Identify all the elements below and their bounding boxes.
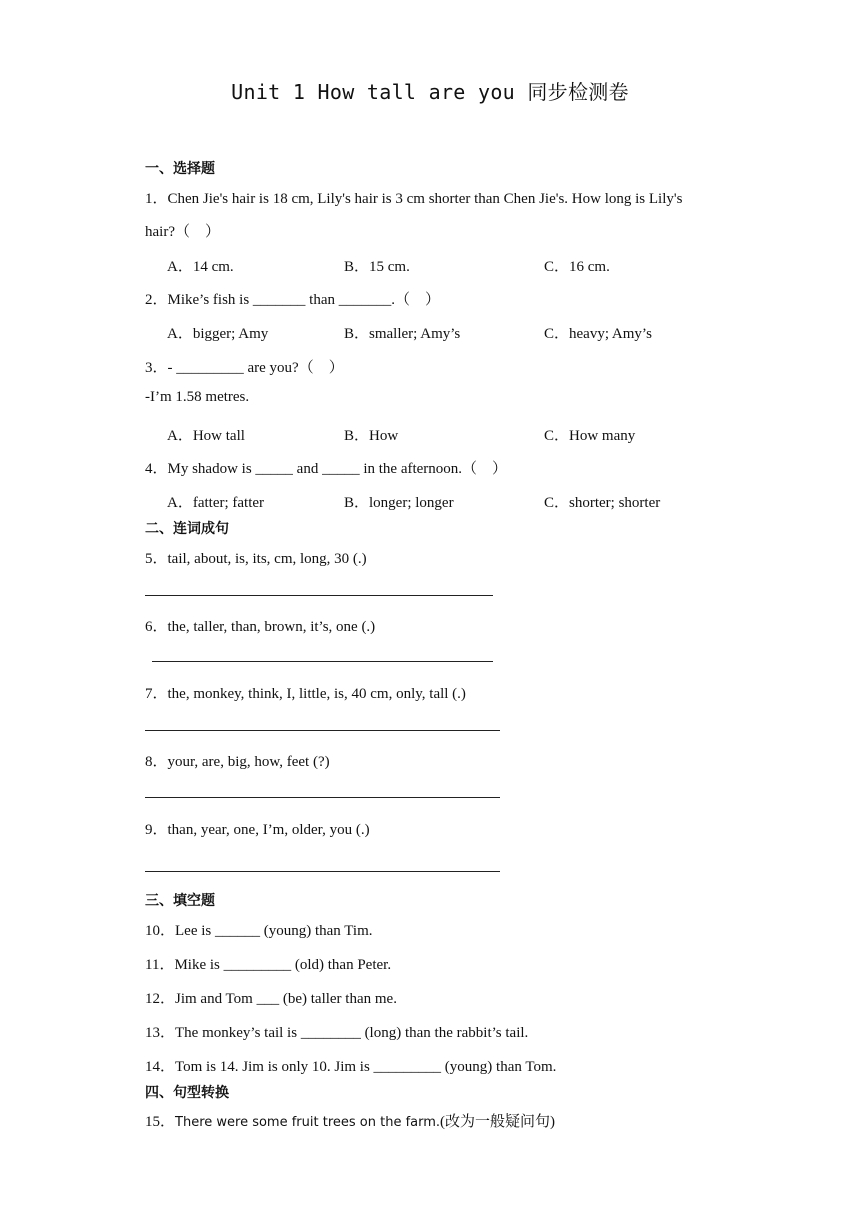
question-15-note: (改为一般疑问句) <box>440 1114 556 1130</box>
question-1-line1: 1．Chen Jie's hair is 18 cm, Lily's hair is 3 cm shorter than Chen Jie's. How long is Lily's <box>145 191 683 207</box>
question-2-option-c: C．heavy; Amy’s <box>544 326 652 342</box>
question-2-option-b: B．smaller; Amy’s <box>344 326 461 342</box>
question-3-line2: -I’m 1.58 metres. <box>145 389 250 405</box>
section-heading-transform: 四、句型转换 <box>145 1085 229 1101</box>
question-12: 12．Jim and Tom ___ (be) taller than me. <box>145 991 397 1007</box>
question-4-option-c: C．shorter; shorter <box>544 495 661 511</box>
question-14: 14．Tom is 14. Jim is only 10. Jim is _________ (young) than Tom. <box>145 1059 557 1075</box>
question-2: 2．Mike’s fish is _______ than _______.（ ） <box>145 292 440 308</box>
question-6: 6．the, taller, than, brown, it’s, one (.) <box>145 619 376 635</box>
section-heading-fill: 三、填空题 <box>145 893 215 909</box>
question-15-number: 15． <box>145 1114 176 1130</box>
question-2-option-a: A．bigger; Amy <box>167 326 269 342</box>
section-heading-sentence: 二、连词成句 <box>145 521 229 537</box>
page-title: Unit 1 How tall are you 同步检测卷 <box>231 80 629 104</box>
question-4: 4．My shadow is _____ and _____ in the afternoon.（ ） <box>145 461 508 477</box>
question-10: 10．Lee is ______ (young) than Tim. <box>145 923 373 939</box>
question-1-option-c: C．16 cm. <box>544 259 610 275</box>
question-7: 7．the, monkey, think, I, little, is, 40 cm, only, tall (.) <box>145 686 466 702</box>
answer-line-7[interactable] <box>145 730 500 731</box>
question-4-option-a: A．fatter; fatter <box>167 495 265 511</box>
question-5: 5．tail, about, is, its, cm, long, 30 (.) <box>145 551 367 567</box>
question-1-option-a: A．14 cm. <box>167 259 234 275</box>
answer-line-8[interactable] <box>145 797 500 798</box>
question-1-line2: hair?（ ） <box>145 224 220 240</box>
question-3-option-a: A．How tall <box>167 428 245 444</box>
answer-line-9[interactable] <box>145 871 500 872</box>
question-15-text: There were some fruit trees on the farm. <box>175 1115 441 1130</box>
section-heading-choice: 一、选择题 <box>145 161 215 177</box>
answer-line-6[interactable] <box>152 661 493 662</box>
question-1-option-b: B．15 cm. <box>344 259 410 275</box>
question-4-option-b: B．longer; longer <box>344 495 454 511</box>
question-3-line1: 3．- _________ are you?（ ） <box>145 360 344 376</box>
question-15 <box>145 1110 555 1131</box>
question-9: 9．than, year, one, I’m, older, you (.) <box>145 822 370 838</box>
question-3-option-b: B．How <box>344 428 399 444</box>
question-13: 13．The monkey’s tail is ________ (long) than the rabbit’s tail. <box>145 1025 529 1041</box>
question-8: 8．your, are, big, how, feet (?) <box>145 754 330 770</box>
question-11: 11．Mike is _________ (old) than Peter. <box>145 957 392 973</box>
question-3-option-c: C．How many <box>544 428 636 444</box>
answer-line-5[interactable] <box>145 595 493 596</box>
